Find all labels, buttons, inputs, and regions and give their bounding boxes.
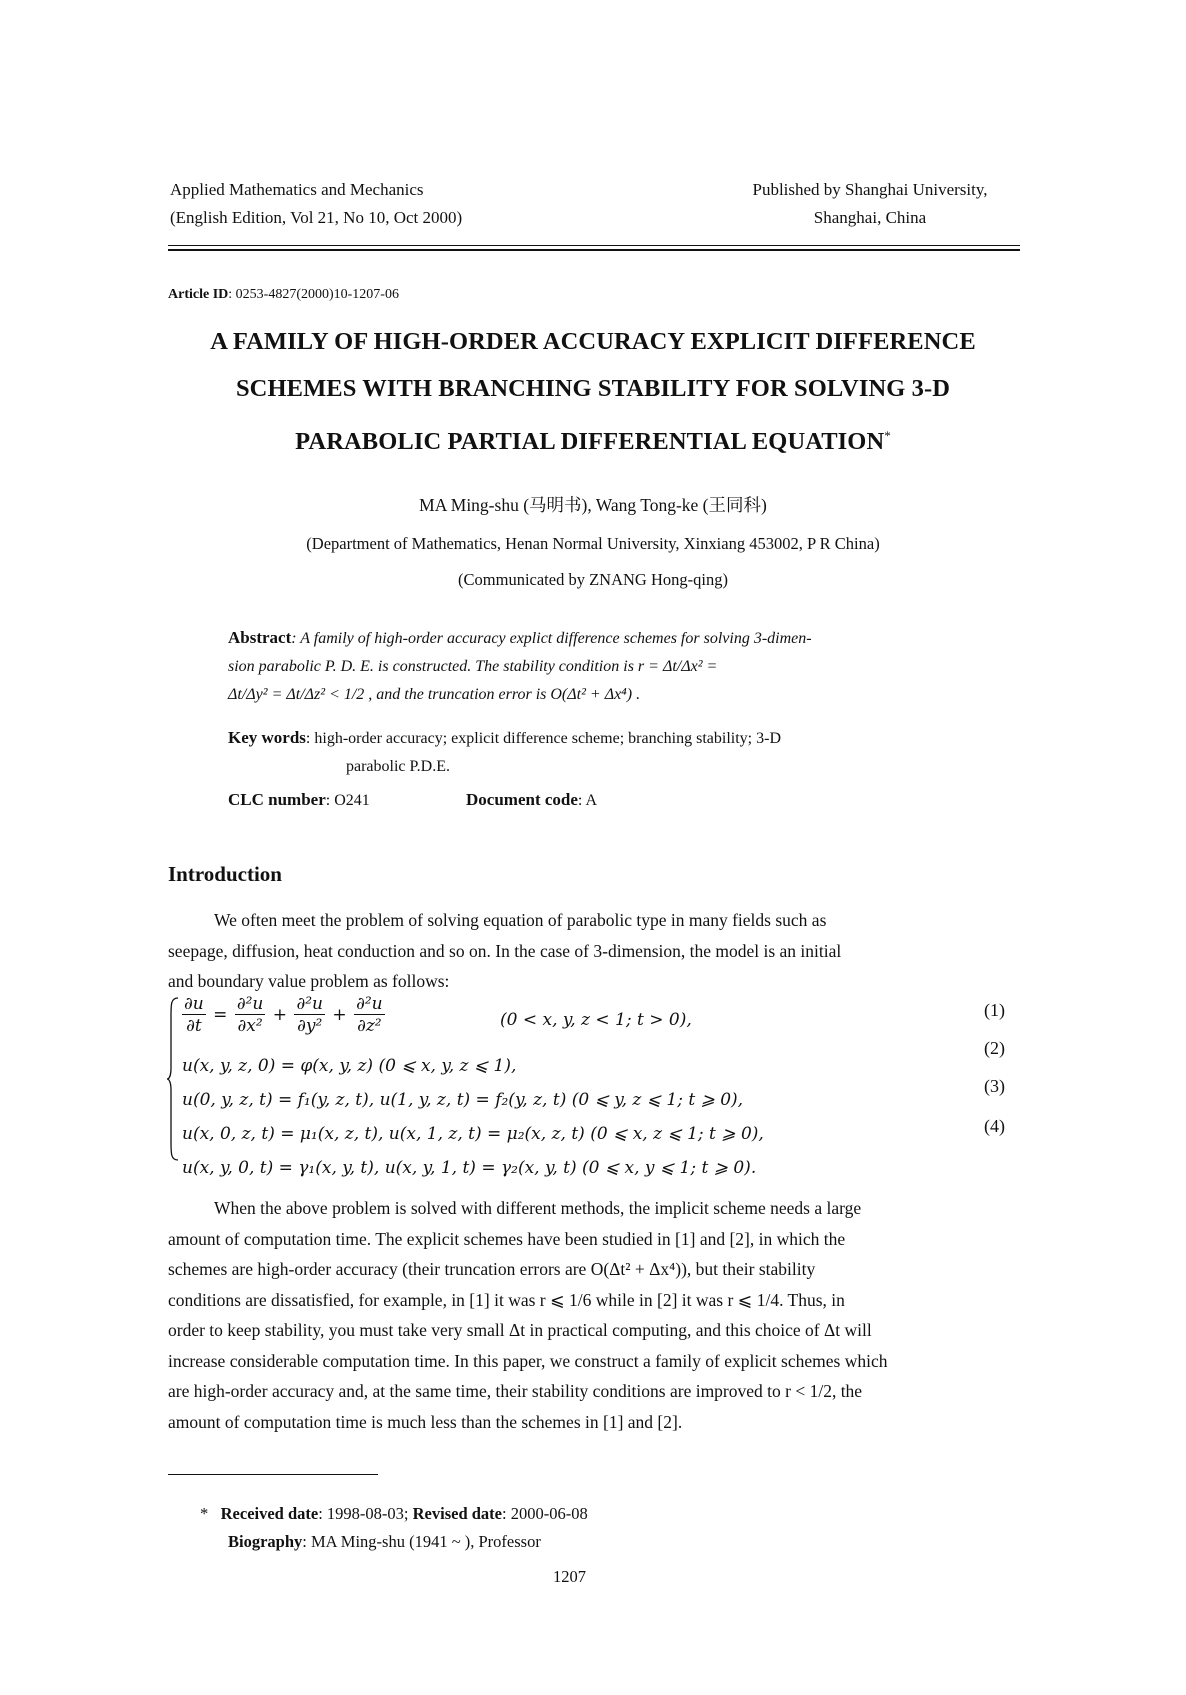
article-id-value: : 0253-4827(2000)10-1207-06 bbox=[228, 287, 399, 302]
intro-p2-line-5: order to keep stability, you must take very small Δt in practical computing, and this choice of Δt will bbox=[168, 1320, 872, 1340]
eq1-lhs bbox=[182, 994, 206, 1037]
revised-value: : 2000-06-08 bbox=[502, 1504, 588, 1523]
journal-edition: (English Edition, Vol 21, No 10, Oct 2000) bbox=[170, 208, 463, 227]
eq1-x-den: ∂x² bbox=[237, 1016, 263, 1036]
clc-label: CLC number bbox=[228, 790, 326, 809]
authors: MA Ming-shu (马明书), Wang Tong-ke (王同科) bbox=[419, 495, 767, 515]
intro-paragraph-2 bbox=[168, 1193, 1020, 1437]
doc-code-label: Document code bbox=[466, 790, 578, 809]
affiliation: (Department of Mathematics, Henan Normal University, Xinxiang 453002, P R China) bbox=[306, 534, 880, 553]
paper-title bbox=[130, 318, 1056, 465]
equation-1: $\frac{\partial u}{\partial t}$ = $\frac{\text{∂²u}}{\text{∂x²}}$ + $\frac{\text{∂²u}}{\text{∂y²}}$ + $\frac{\text{∂²u}}{\text{∂z²}}$ bbox=[184, 994, 383, 1036]
intro-p2-line-7: are high-order accuracy and, at the same time, their stability conditions are improved to r < 1/2, the bbox=[168, 1381, 863, 1401]
equation-5: u(x, y, 0, t) = γ₁(x, y, t), u(x, y, 1, t) = γ₂(x, y, t) (0 ⩽ x, y ⩽ 1; t ⩾ 0). bbox=[182, 1158, 757, 1178]
abstract-line-3 bbox=[228, 681, 958, 709]
left-brace-icon bbox=[166, 996, 180, 1162]
footnote-marker: * bbox=[200, 1504, 209, 1523]
intro-p2-line-2: amount of computation time. The explicit schemes have been studied in [1] and [2], in which the bbox=[168, 1228, 846, 1249]
page-number: 1207 bbox=[553, 1567, 586, 1586]
abstract-line-1 bbox=[228, 624, 958, 653]
intro-p2-line-3: schemes are high-order accuracy (their truncation errors are O(Δt² + Δx⁴)), but their stability bbox=[168, 1259, 816, 1279]
intro-p1-line-2: seepage, diffusion, heat conduction and so on. In the case of 3-dimension, the model is an initial bbox=[168, 940, 842, 961]
intro-p2-line-4: conditions are dissatisfied, for example, in [1] it was r ⩽ 1/6 while in [2] it was r ⩽ 1/4. Thus, in bbox=[168, 1289, 845, 1310]
footnote-biography bbox=[200, 1528, 588, 1556]
title-line-1: A FAMILY OF HIGH-ORDER ACCURACY EXPLICIT DIFFERENCE bbox=[210, 328, 976, 355]
abstract-label: Abstract bbox=[228, 628, 292, 647]
header-rule-thin bbox=[168, 245, 1020, 246]
intro-paragraph-1 bbox=[168, 905, 1020, 997]
intro-p2-line-6: increase considerable computation time. In this paper, we construct a family of explicit schemes which bbox=[168, 1350, 888, 1371]
title-line-3-text: PARABOLIC PARTIAL DIFFERENTIAL EQUATION bbox=[295, 428, 885, 456]
intro-p2-line-1: When the above problem is solved with different methods, the implicit scheme needs a large bbox=[214, 1198, 862, 1218]
title-line-3 bbox=[130, 412, 1056, 465]
abstract-text-2: sion parabolic P. D. E. is constructed. The stability condition is r = Δt/Δx² = bbox=[228, 658, 718, 675]
clc-value: : O241 bbox=[325, 792, 370, 809]
biography-value: : MA Ming-shu (1941 ~ ), Professor bbox=[302, 1532, 541, 1551]
article-id-label: Article ID bbox=[168, 287, 229, 302]
publisher-info bbox=[720, 176, 1020, 232]
footnote-rule bbox=[168, 1474, 378, 1475]
keywords bbox=[228, 724, 988, 781]
abstract-text-3: Δt/Δy² = Δt/Δz² < 1/2 , and the truncation error is O(Δt² + Δx⁴) . bbox=[228, 686, 641, 703]
equation-number-2: (2) bbox=[984, 1038, 1005, 1058]
intro-p1-line-1: We often meet the problem of solving equation of parabolic type in many fields such as bbox=[214, 910, 827, 930]
footnote bbox=[200, 1500, 588, 1556]
doc-code-value: : A bbox=[577, 792, 598, 809]
abstract-line-2 bbox=[228, 653, 958, 681]
journal-info bbox=[170, 176, 462, 232]
equation-2: u(x, y, z, 0) = φ(x, y, z) (0 ⩽ x, y, z ⩽ 1), bbox=[182, 1056, 517, 1076]
keywords-line-2: parabolic P.D.E. bbox=[346, 758, 450, 775]
biography-label: Biography bbox=[228, 1532, 303, 1551]
section-heading-introduction: Introduction bbox=[168, 862, 282, 886]
article-id bbox=[168, 287, 399, 303]
keywords-text-1: : high-order accuracy; explicit difference scheme; branching stability; 3-D bbox=[305, 730, 781, 747]
intro-p2-line-8: amount of computation time is much less than the schemes in [1] and [2]. bbox=[168, 1411, 683, 1432]
publisher-name: Published by Shanghai University, bbox=[752, 180, 988, 199]
clc-number bbox=[228, 786, 370, 815]
equation-3: u(0, y, z, t) = f₁(y, z, t), u(1, y, z, t) = f₂(y, z, t) (0 ⩽ y, z ⩽ 1; t ⩾ 0), bbox=[182, 1090, 744, 1110]
eq1-z-num: ∂²u bbox=[356, 994, 383, 1014]
journal-name: Applied Mathematics and Mechanics bbox=[170, 180, 424, 199]
equation-number-3: (3) bbox=[984, 1076, 1005, 1096]
eq1-term-y bbox=[294, 994, 325, 1037]
document-code bbox=[466, 786, 597, 815]
eq1-y-den: ∂y² bbox=[297, 1016, 323, 1036]
eq1-lhs-den: ∂t bbox=[186, 1016, 202, 1036]
keywords-label: Key words bbox=[228, 728, 306, 747]
keywords-line-1 bbox=[228, 724, 988, 753]
equation-1-condition: (0 < x, y, z < 1; t > 0), bbox=[500, 1010, 692, 1030]
eq1-y-num: ∂²u bbox=[296, 994, 323, 1014]
equation-brace bbox=[166, 996, 176, 1162]
title-footnote-marker: * bbox=[884, 428, 891, 443]
revised-label: Revised date bbox=[412, 1504, 503, 1523]
eq1-term-x bbox=[235, 994, 266, 1037]
equation-number-1: (1) bbox=[984, 1000, 1005, 1020]
publisher-location: Shanghai, China bbox=[813, 208, 927, 227]
eq1-term-z bbox=[354, 994, 385, 1037]
equation-number-4: (4) bbox=[984, 1116, 1005, 1136]
received-label: Received date bbox=[220, 1504, 319, 1523]
eq1-x-num: ∂²u bbox=[236, 994, 264, 1014]
equation-4: u(x, 0, z, t) = μ₁(x, z, t), u(x, 1, z, t) = μ₂(x, z, t) (0 ⩽ x, z ⩽ 1; t ⩾ 0), bbox=[182, 1124, 764, 1144]
footnote-received bbox=[200, 1500, 588, 1528]
eq1-lhs-num: ∂u bbox=[184, 994, 204, 1014]
intro-p1-line-3: and boundary value problem as follows: bbox=[168, 971, 450, 991]
received-value: : 1998-08-03; bbox=[318, 1504, 409, 1523]
title-line-2: SCHEMES WITH BRANCHING STABILITY FOR SOLVING 3-D bbox=[235, 375, 951, 402]
communicated-by: (Communicated by ZNANG Hong-qing) bbox=[458, 570, 728, 589]
abstract bbox=[228, 624, 958, 709]
abstract-text-1: : A family of high-order accuracy explict difference schemes for solving 3-dimen- bbox=[291, 630, 812, 647]
eq1-z-den: ∂z² bbox=[357, 1016, 382, 1036]
header-rule-thick bbox=[168, 249, 1020, 251]
